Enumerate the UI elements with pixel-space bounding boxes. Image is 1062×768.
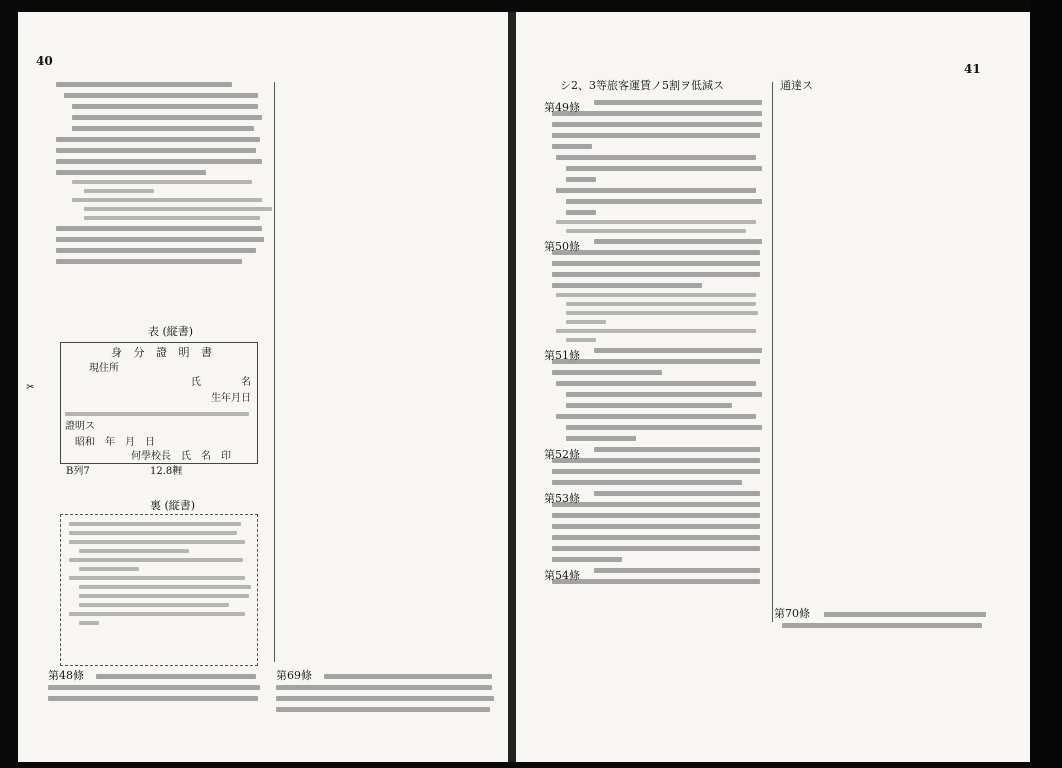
form-size-value: 12.8糎: [150, 466, 183, 477]
upper-text-block: [56, 76, 266, 269]
scan-edge: [1030, 0, 1062, 768]
article-49-heading: 第49條: [544, 101, 580, 114]
back-title: 裏 (縦書): [150, 499, 196, 512]
form-size-label: B列7: [66, 466, 90, 477]
article-52-heading: 第52條: [544, 448, 580, 461]
article-50-block: [544, 239, 770, 342]
article-69-block: [276, 668, 500, 717]
right-page: [516, 12, 1030, 762]
article-53-block: [544, 491, 770, 562]
cut-mark: ✂: [25, 382, 36, 393]
article-54-heading: 第54條: [544, 569, 580, 582]
article-54-block: [544, 568, 770, 584]
article-69-heading: 第69條: [276, 669, 312, 682]
article-48-block: [48, 668, 268, 706]
book-gutter: [508, 12, 516, 762]
article-50-heading: 第50條: [544, 240, 580, 253]
top-line: シ2、3等旅客運賃ノ5割ヲ低減ス: [560, 79, 724, 92]
table-title: 表 (縦書): [148, 325, 194, 338]
left-page: [18, 12, 508, 762]
cert-line-family: 氏: [191, 377, 201, 388]
cert-line-name: 名: [241, 377, 251, 388]
cert-line-birth: 生年月日: [211, 393, 251, 404]
page-number-right: 41: [964, 62, 981, 76]
article-70-block: [774, 606, 1004, 633]
cert-line-date: 昭和 年 月 日: [75, 437, 155, 448]
article-70-heading: 第70條: [774, 607, 810, 620]
article-51-block: [544, 348, 770, 441]
article-52-block: [544, 447, 770, 485]
page-number-left: 40: [36, 54, 53, 68]
column-divider-right: [772, 82, 773, 622]
article-49-block: [544, 100, 770, 233]
certificate-form: [60, 342, 258, 464]
certificate-title: 身 分 證 明 書: [111, 346, 216, 359]
cert-line-certify: 證明ス: [65, 421, 95, 432]
article-51-heading: 第51條: [544, 349, 580, 362]
article-53-heading: 第53條: [544, 492, 580, 505]
back-form: [60, 514, 258, 666]
cert-line-signature: 何學校長 氏 名 印: [131, 451, 231, 462]
column-divider-left: [274, 82, 275, 662]
right-main-column: [544, 94, 770, 589]
article-48-heading: 第48條: [48, 669, 84, 682]
cert-line-address: 現住所: [89, 363, 119, 374]
back-form-notes: [69, 517, 251, 629]
top-right-line: 通達ス: [780, 79, 813, 92]
